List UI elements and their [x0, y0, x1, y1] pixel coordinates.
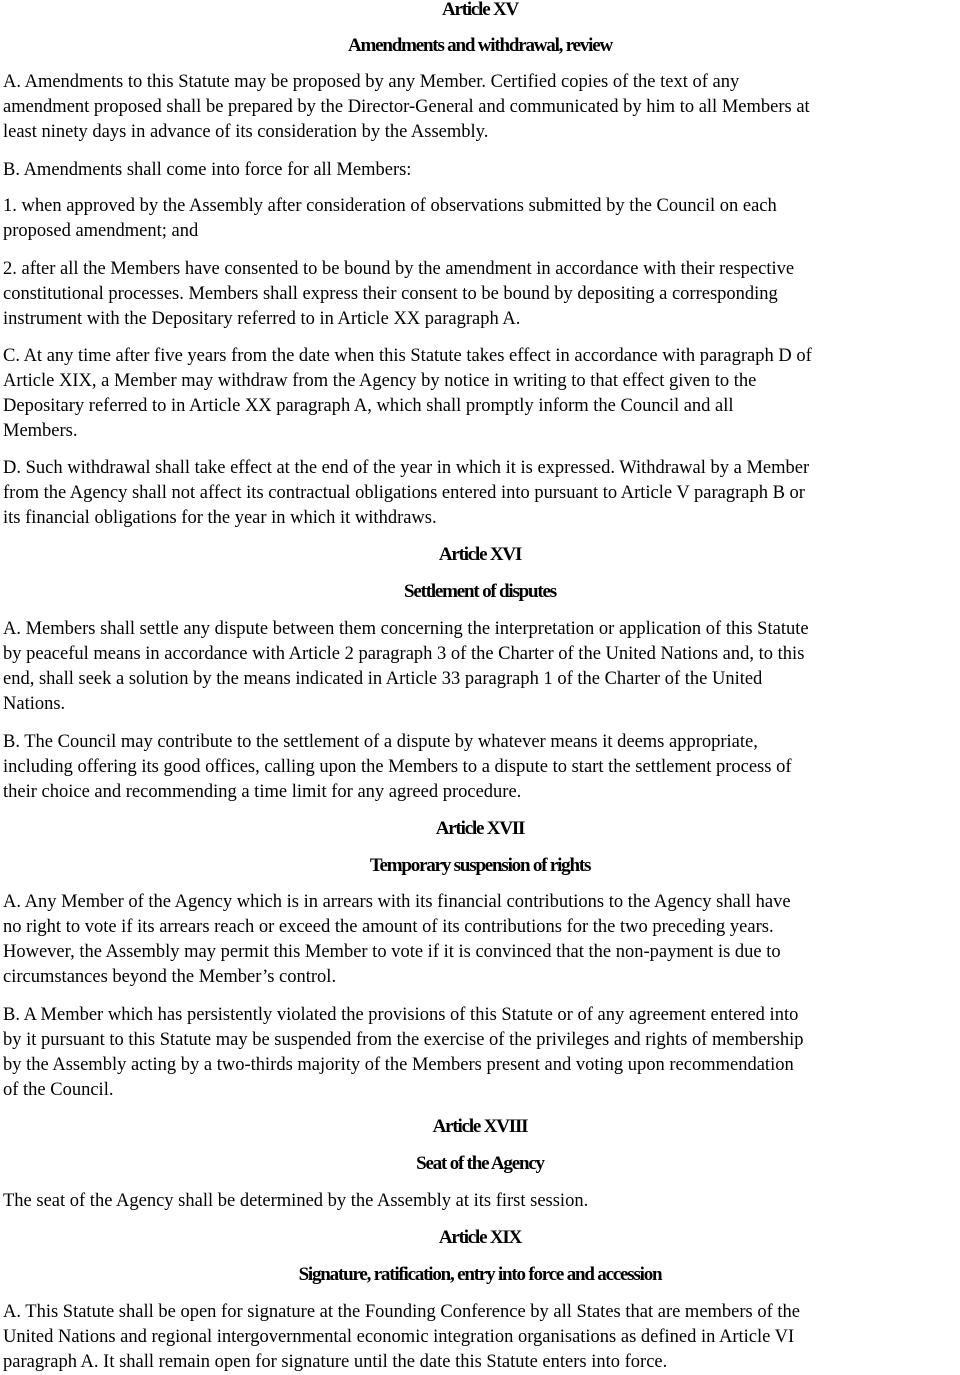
article-xv-para-c-line-1: C. At any time after five years from the date when this Statute takes effect in accordance with paragraph D of: [3, 346, 812, 366]
article-xvii-para-b-line-1: B. A Member which has persistently violated the provisions of this Statute or of any agreement entered into: [3, 1005, 799, 1025]
article-xviii-title: Article XVIII: [432, 1116, 528, 1137]
article-xvii-para-b-line-2: by it pursuant to this Statute may be suspended from the exercise of the privileges and rights of membership: [3, 1030, 804, 1050]
article-xv-para-a-line-2: amendment proposed shall be prepared by the Director-General and communicated by him to all Members at: [3, 97, 810, 117]
article-xvi-title: Article XVI: [438, 544, 522, 565]
article-xv-para-b-line-1: B. Amendments shall come into force for all Members:: [3, 160, 412, 180]
article-xv-para-c-line-2: Article XIX, a Member may withdraw from the Agency by notice in writing to that effect given to the: [3, 371, 757, 391]
article-xv-para-c-line-4: Members.: [3, 421, 78, 441]
article-xix-para-a-line-2: United Nations and regional intergovernmental economic integration organisations as defined in Article VI: [3, 1327, 795, 1347]
article-xvi-para-b-line-1: B. The Council may contribute to the settlement of a dispute by whatever means it deems appropriate,: [3, 732, 758, 752]
article-xvi-para-a-line-3: end, shall seek a solution by the means indicated in Article 33 paragraph 1 of the Charter of the United: [3, 669, 763, 689]
article-xv-para-b1-line-1: 1. when approved by the Assembly after consideration of observations submitted by the Council on each: [3, 196, 777, 216]
article-xvii-para-b-line-3: by the Assembly acting by a two-thirds majority of the Members present and voting upon recommendation: [3, 1055, 794, 1075]
article-xv-para-b1-line-2: proposed amendment; and: [3, 221, 199, 241]
article-xvii-subtitle: Temporary suspension of rights: [369, 855, 591, 876]
article-xviii-subtitle: Seat of the Agency: [416, 1153, 544, 1174]
article-xvii-para-a-line-3: However, the Assembly may permit this Member to vote if it is convinced that the non-payment is due to: [3, 942, 781, 962]
article-xvi-para-b-line-2: including offering its good offices, calling upon the Members to a dispute to start the settlement process of: [3, 757, 792, 777]
article-xvi-subtitle: Settlement of disputes: [404, 581, 556, 602]
article-xviii-para-line-1: The seat of the Agency shall be determined by the Assembly at its first session.: [3, 1191, 589, 1211]
article-xvi-para-a-line-2: by peaceful means in accordance with Article 2 paragraph 3 of the Charter of the United Nations and, to this: [3, 644, 805, 664]
article-xv-para-b2-line-1: 2. after all the Members have consented to be bound by the amendment in accordance with their respective: [3, 259, 795, 279]
article-xvii-para-a-line-4: circumstances beyond the Member’s control.: [3, 967, 337, 987]
article-xv-para-b2-line-3: instrument with the Depositary referred to in Article XX paragraph A.: [3, 309, 521, 329]
article-xv-para-d-line-2: from the Agency shall not affect its contractual obligations entered into pursuant to Article V paragraph B or: [3, 483, 805, 503]
article-xvi-para-a-line-1: A. Members shall settle any dispute between them concerning the interpretation or application of this Statute: [3, 619, 809, 639]
article-xvii-title: Article XVII: [435, 818, 525, 839]
article-xix-para-a-line-3: paragraph A. It shall remain open for signature until the date this Statute enters into force.: [3, 1352, 668, 1372]
article-xix-subtitle: Signature, ratification, entry into force and accession: [298, 1264, 662, 1285]
article-xv-para-d-line-1: D. Such withdrawal shall take effect at the end of the year in which it is expressed. Withdrawal by a Member: [3, 458, 810, 478]
article-xix-title: Article XIX: [438, 1227, 522, 1248]
article-xv-title: Article XV: [441, 0, 519, 20]
article-xvii-para-b-line-4: of the Council.: [3, 1080, 114, 1100]
article-xv-para-b2-line-2: constitutional processes. Members shall express their consent to be bound by depositing a corresponding: [3, 284, 778, 304]
article-xv-subtitle: Amendments and withdrawal, review: [347, 35, 613, 56]
article-xvi-para-a-line-4: Nations.: [3, 694, 66, 714]
article-xvi-para-b-line-3: their choice and recommending a time limit for any agreed procedure.: [3, 782, 522, 802]
article-xvii-para-a-line-1: A. Any Member of the Agency which is in arrears with its financial contributions to the Agency shall have: [3, 892, 791, 912]
article-xv-para-c-line-3: Depositary referred to in Article XX paragraph A, which shall promptly inform the Council and all: [3, 396, 734, 416]
article-xix-para-a-line-1: A. This Statute shall be open for signature at the Founding Conference by all States that are members of the: [3, 1302, 801, 1322]
article-xv-para-a-line-3: least ninety days in advance of its consideration by the Assembly.: [3, 122, 489, 142]
article-xv-para-d-line-3: its financial obligations for the year in which it withdraws.: [3, 508, 437, 528]
article-xvii-para-a-line-2: no right to vote if its arrears reach or exceed the amount of its contributions for the two preceding years.: [3, 917, 774, 937]
article-xv-para-a-line-1: A. Amendments to this Statute may be proposed by any Member. Certified copies of the text of any: [3, 72, 740, 92]
